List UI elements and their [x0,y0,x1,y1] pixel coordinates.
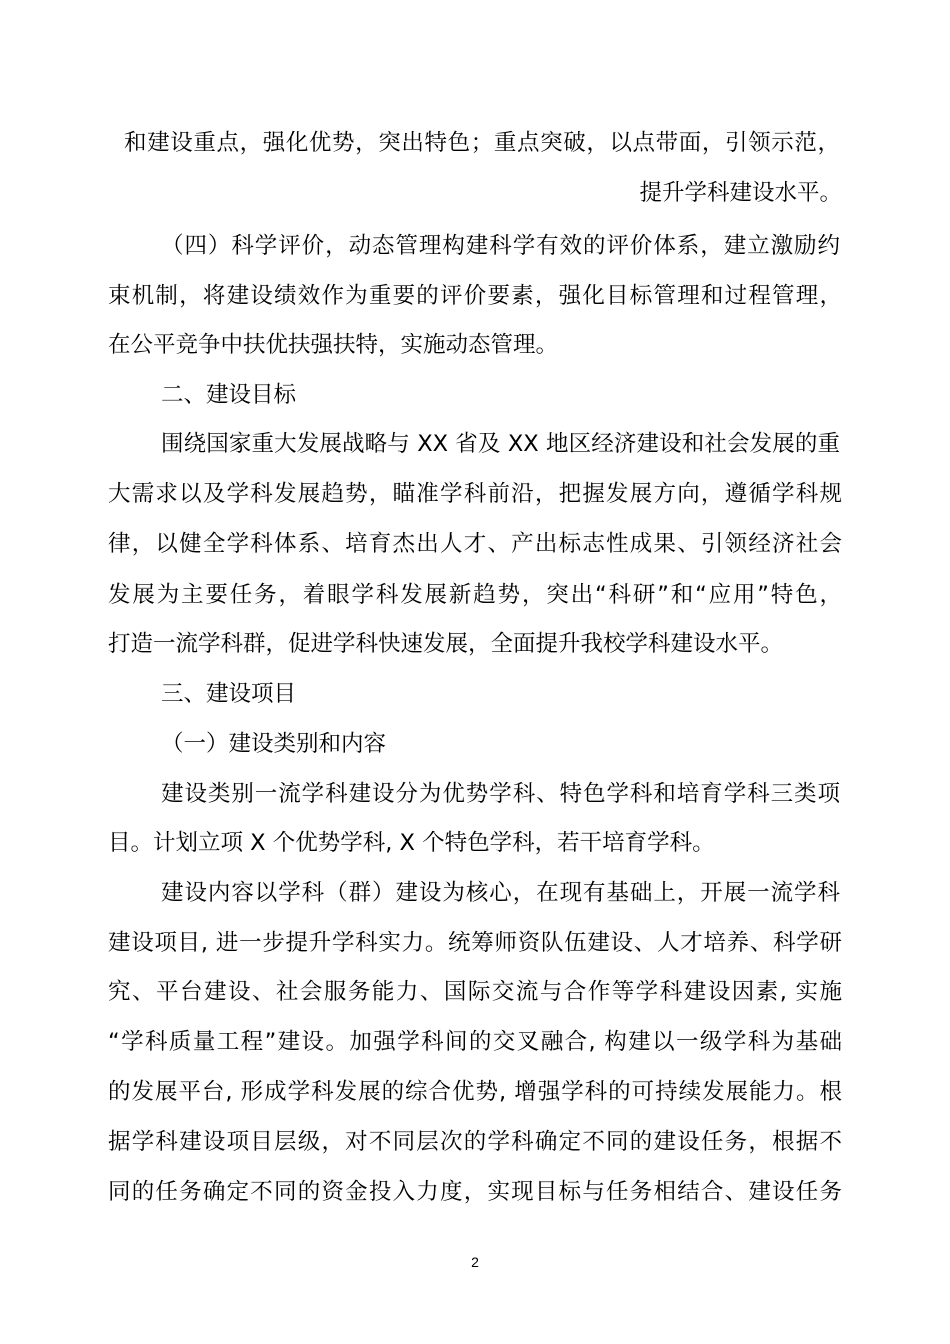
text-line: 围绕国家重大发展战略与 XX 省及 XX 地区经济建设和社会发展的重 [161,431,840,457]
text-line: 大需求以及学科发展趋势，瞄准学科前沿，把握发展方向，遵循学科规 [108,481,842,507]
subsection-heading: （一）建设类别和内容 [161,731,387,757]
text-line: 提升学科建设水平。 [639,180,842,206]
text-line: 目。计划立项 X 个优势学科, X 个特色学科，若干培育学科。 [108,830,715,856]
section-heading: 三、建设项目 [161,681,297,707]
text-line: 据学科建设项目层级，对不同层次的学科确定不同的建设任务，根据不 [108,1129,842,1155]
text-line: 建设类别一流学科建设分为优势学科、特色学科和培育学科三类项 [161,781,840,807]
text-line: 发展为主要任务，着眼学科发展新趋势，突出“科研”和“应用”特色， [108,582,842,608]
text-line: 建设项目, 进一步提升学科实力。统筹师资队伍建设、人才培养、科学研 [108,930,842,956]
text-line: 建设内容以学科（群）建设为核心，在现有基础上，开展一流学科 [161,880,840,906]
text-line: 束机制，将建设绩效作为重要的评价要素，强化目标管理和过程管理， [108,283,842,309]
text-line: 打造一流学科群，促进学科快速发展，全面提升我校学科建设水平。 [108,631,784,657]
text-line: “学科质量工程”建设。加强学科间的交叉融合, 构建以一级学科为基础 [108,1029,842,1055]
text-line: 律，以健全学科体系、培育杰出人才、产出标志性成果、引领经济社会 [108,531,842,557]
text-line: 和建设重点，强化优势，突出特色；重点突破，以点带面，引领示范， [124,130,840,156]
text-line: 究、平台建设、社会服务能力、国际交流与合作等学科建设因素, 实施 [108,979,842,1005]
text-line: 的发展平台, 形成学科发展的综合优势, 增强学科的可持续发展能力。根 [108,1079,842,1105]
text-line: 同的任务确定不同的资金投入力度，实现目标与任务相结合、建设任务 [108,1179,842,1205]
section-heading: 二、建设目标 [161,382,297,408]
page-number: 2 [471,1254,479,1270]
text-line: 在公平竞争中扶优扶强扶特，实施动态管理。 [108,332,559,358]
text-line: （四）科学评价，动态管理构建科学有效的评价体系，建立激励约 [161,233,840,259]
